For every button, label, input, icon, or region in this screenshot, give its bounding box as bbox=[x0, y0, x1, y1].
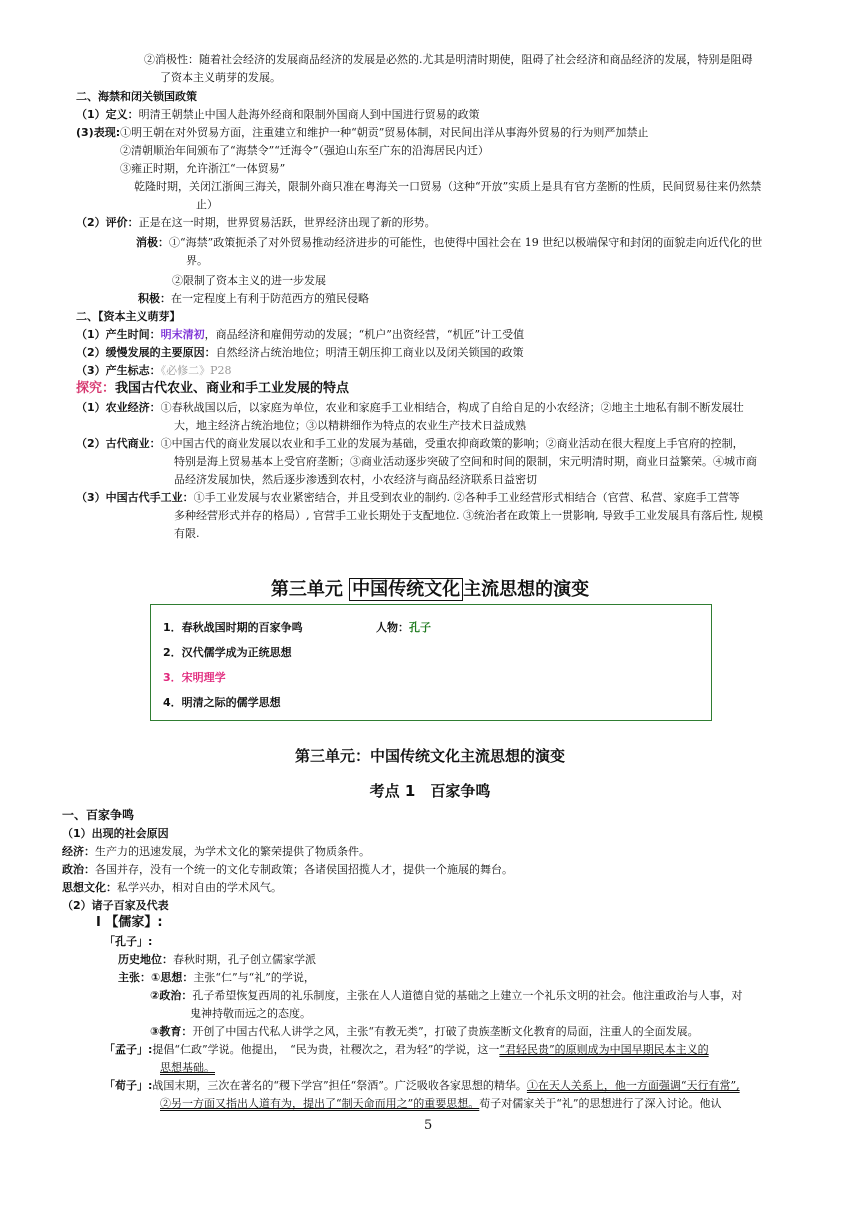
outline-item-3: 3．宋明理学 bbox=[163, 671, 226, 684]
tanjiu-heading bbox=[76, 380, 349, 397]
kongzi-zhengzhi2: 鬼神持敬而远之的态度。 bbox=[190, 1007, 311, 1020]
tanjiu-shang1 bbox=[76, 436, 744, 451]
baijia-zhengzhi-label: 政治： bbox=[62, 863, 95, 876]
ziben-time-label: （1）产生时间： bbox=[76, 328, 161, 341]
tanjiu-shang1-text: ①中国古代的商业发展以农业和手工业的发展为基础，受重农抑商政策的影响；②商业活动在很大程度上手官府的控制， bbox=[160, 437, 744, 450]
top-line-1: ②消极性：随着社会经济的发展商品经济的发展是必然的.尤其是明清时期使，阻碍了社会经济和商品经济的发展，特别是阻碍 bbox=[144, 53, 753, 66]
haijin-bx2: ②清朝顺治年间颁布了“海禁令”“迁海令”（强迫山东至广东的沿海居民内迁） bbox=[120, 144, 489, 157]
ziben-sign-label: （3）产生标志： bbox=[76, 364, 161, 377]
haijin-xj1 bbox=[136, 235, 762, 250]
tanjiu-shou1-text: ①手工业发展与农业紧密结合，并且受到农业的制约. ②各种手工业经营形式相结合（官营、私营、家庭手工营等 bbox=[193, 491, 740, 504]
haijin-bx-label: (3)表现: bbox=[76, 126, 121, 139]
unit3-heading bbox=[0, 578, 860, 602]
outline-item-1: 1．春秋战国时期的百家争鸣 bbox=[163, 621, 303, 634]
tanjiu-title: 我国古代农业、商业和手工业发展的特点 bbox=[115, 381, 350, 396]
outline-renwu-value: 孔子 bbox=[409, 621, 431, 634]
haijin-bx3: ③雍正时期，允许浙江“一体贸易” bbox=[120, 162, 286, 175]
ziben-time-text: ，商品经济和雇佣劳动的发展；“机户”出资经营，“机匠”计工受值 bbox=[204, 328, 525, 341]
xunzi-text-b: ①在天人关系上，他一方面强调“天行有常”, bbox=[526, 1079, 740, 1092]
haijin-bx1-text: ①明王朝在对外贸易方面，注重建立和维护一种“朝贡”贸易体制，对民间出洋从事海外贸易的行为则严加禁止 bbox=[120, 126, 649, 139]
haijin-pj bbox=[76, 215, 436, 230]
kongzi-jiaoyu-text: 开创了中国古代私人讲学之风，主张“有教无类”，打破了贵族垄断文化教育的局面，注重人的全面发展。 bbox=[192, 1025, 699, 1038]
kongzi-zhengzhi bbox=[150, 988, 742, 1003]
baijia-yuanyin: （1）出现的社会原因 bbox=[62, 827, 169, 840]
ziben-reason bbox=[76, 345, 524, 360]
baijia-jingji-text: 生产力的迅速发展，为学术文化的繁荣提供了物质条件。 bbox=[95, 845, 370, 858]
baijia-jingji bbox=[62, 844, 370, 859]
haijin-bx4b: 止） bbox=[196, 198, 218, 211]
haijin-jj bbox=[138, 291, 369, 306]
tanjiu-shou-label: （3）中国古代手工业： bbox=[76, 491, 194, 504]
tanjiu-shou2: 多种经营形式并存的格局）, 官营手工业长期处于支配地位. ③统治者在政策上一贯影响, 导致手工业发展具有落后性, 规模 bbox=[174, 509, 763, 522]
haijin-def-text: 明清王朝禁止中国人赴海外经商和限制外国商人到中国进行贸易的政策 bbox=[138, 108, 480, 121]
page-number: 5 bbox=[424, 1118, 433, 1133]
tanjiu-nong1-text: ①春秋战国以后，以家庭为单位，农业和家庭手工业相结合，构成了自给自足的小农经济；②地主土地私有制不断发展壮 bbox=[160, 401, 744, 414]
mengzi-text-a: 提倡“仁政”学说。他提出， “民为贵，社稷次之，君为轻”的学说，这一 bbox=[152, 1043, 500, 1056]
ziben-time-value: 明末清初 bbox=[160, 328, 205, 341]
haijin-title: 二、海禁和闭关锁国政策 bbox=[76, 90, 197, 103]
baijia-zhuzi: （2）诸子百家及代表 bbox=[62, 899, 169, 912]
outline-renwu-label: 人物： bbox=[376, 621, 409, 634]
outline-item-4: 4．明清之际的儒学思想 bbox=[163, 696, 281, 709]
xunzi-text-a: 战国末期，三次在著名的“稷下学宫”担任“祭酒”。广泛吸收各家思想的精华。 bbox=[152, 1079, 527, 1092]
kongzi-jiaoyu-label: ③教育： bbox=[150, 1025, 193, 1038]
kongzi-lishi-text: 春秋时期，孔子创立儒家学派 bbox=[173, 953, 316, 966]
outline-item-2: 2．汉代儒学成为正统思想 bbox=[163, 646, 292, 659]
kaodian-title: 考点 1 百家争鸣 bbox=[369, 782, 491, 800]
kongzi-sixiang-text: 主张“仁”与“礼”的学说， bbox=[193, 971, 315, 984]
tanjiu-shang3: 品经济发展加快，然后逐步渗透到农村，小农经济与商品经济联系日益密切 bbox=[174, 473, 537, 486]
kongzi-sixiang-label: ①思想： bbox=[151, 971, 194, 984]
haijin-pj-text: 正是在这一时期，世界贸易活跃，世界经济出现了新的形势。 bbox=[138, 216, 436, 229]
xunzi-label: 「荀子」: bbox=[104, 1079, 153, 1092]
kongzi-zhengzhi-label: ②政治： bbox=[150, 989, 193, 1002]
baijia-sixiang-text: 私学兴办，相对自由的学术风气。 bbox=[117, 881, 282, 894]
unit3-pre: 第三单元 bbox=[270, 579, 350, 600]
unit3-outline-box bbox=[150, 604, 712, 721]
haijin-xj-label: 消极： bbox=[136, 236, 169, 249]
ziben-title: 二、【资本主义萌芽】 bbox=[76, 310, 181, 323]
ziben-sign-ref: 《必修二》P28 bbox=[160, 364, 232, 377]
haijin-xj2: ②限制了资本主义的进一步发展 bbox=[172, 274, 326, 287]
haijin-jj-text: 在一定程度上有利于防范西方的殖民侵略 bbox=[171, 292, 369, 305]
haijin-bx4: 乾隆时期，关闭江浙闽三海关，限制外商只准在粤海关一口贸易（这种“开放”实质上是具有官方垄断的性质，民间贸易往来仍然禁 bbox=[134, 180, 762, 193]
baijia-title: 一、百家争鸣 bbox=[62, 808, 135, 822]
mengzi-line1 bbox=[104, 1042, 709, 1057]
haijin-def bbox=[76, 107, 480, 122]
tanjiu-nong1 bbox=[76, 400, 744, 415]
haijin-def-label: （1）定义： bbox=[76, 108, 139, 121]
baijia-rujia: Ⅰ 【儒家】: bbox=[96, 915, 163, 930]
haijin-xj1b: 界。 bbox=[186, 254, 208, 267]
kongzi-lishi bbox=[118, 952, 316, 967]
tanjiu-shou3: 有限. bbox=[174, 527, 200, 540]
baijia-jingji-label: 经济： bbox=[62, 845, 95, 858]
unit3-title2: 第三单元：中国传统文化主流思想的演变 bbox=[294, 747, 565, 765]
haijin-bx1 bbox=[76, 125, 648, 140]
kongzi-sixiang bbox=[118, 970, 315, 985]
ziben-sign bbox=[76, 363, 232, 378]
kongzi-zhengzhi-text: 孔子希望恢复西周的礼乐制度，主张在人人道德自觉的基础之上建立一个礼乐文明的社会。他注重政治与人事，对 bbox=[192, 989, 743, 1002]
unit3-boxed: 中国传统文化 bbox=[349, 578, 463, 601]
tanjiu-shang2: 特别是海上贸易基本上受官府垄断；③商业活动逐步突破了空间和时间的限制，宋元明清时期，商业日益繁荣。④城市商 bbox=[174, 455, 757, 468]
mengzi-text-b: “君轻民贵”的原则成为中国早期民本主义的 bbox=[499, 1043, 709, 1056]
kongzi-lishi-label: 历史地位： bbox=[118, 953, 173, 966]
kongzi-zhuzhang-label: 主张： bbox=[118, 971, 151, 984]
baijia-sixiang bbox=[62, 880, 282, 895]
ziben-reason-text: 自然经济占统治地位；明清王朝压抑工商业以及闭关锁国的政策 bbox=[215, 346, 524, 359]
ziben-reason-label: （2）缓慢发展的主要原因： bbox=[76, 346, 216, 359]
xunzi-line2 bbox=[160, 1096, 722, 1111]
xunzi-text-d: 荀子对儒家关于“礼”的思想进行了深入讨论。他认 bbox=[479, 1097, 722, 1110]
xunzi-line1 bbox=[104, 1078, 740, 1093]
mengzi-label: 「孟子」: bbox=[104, 1043, 153, 1056]
haijin-xj1-text: ①“海禁”政策扼杀了对外贸易推动经济进步的可能性，也使得中国社会在 19 世纪以极端保守和封闭的面貌走向近代化的世 bbox=[169, 236, 763, 249]
outline-renwu bbox=[376, 619, 431, 635]
baijia-sixiang-label: 思想文化： bbox=[62, 881, 117, 894]
mengzi-line2: 思想基础。 bbox=[160, 1061, 215, 1074]
kongzi-label: 「孔子」: bbox=[104, 935, 153, 948]
xunzi-text-c: ②另一方面又指出人道有为，提出了“制天命而用之”的重要思想。 bbox=[160, 1097, 480, 1110]
tanjiu-shang-label: （2）古代商业： bbox=[76, 437, 161, 450]
ziben-time bbox=[76, 327, 524, 342]
tanjiu-nong2: 大，地主经济占统治地位；③以精耕细作为特点的农业生产技术日益成熟 bbox=[174, 419, 526, 432]
tanjiu-shou1 bbox=[76, 490, 740, 505]
tanjiu-label: 探究： bbox=[76, 381, 116, 396]
top-line-2: 了资本主义萌芽的发展。 bbox=[160, 71, 281, 84]
tanjiu-nong-label: （1）农业经济： bbox=[76, 401, 161, 414]
baijia-zhengzhi-text: 各国并存，没有一个统一的文化专制政策；各诸侯国招揽人才，提供一个施展的舞台。 bbox=[95, 863, 513, 876]
kongzi-jiaoyu bbox=[150, 1024, 699, 1039]
unit3-post: 主流思想的演变 bbox=[463, 579, 590, 600]
haijin-jj-label: 积极： bbox=[138, 292, 171, 305]
baijia-zhengzhi bbox=[62, 862, 513, 877]
haijin-pj-label: （2）评价： bbox=[76, 216, 139, 229]
